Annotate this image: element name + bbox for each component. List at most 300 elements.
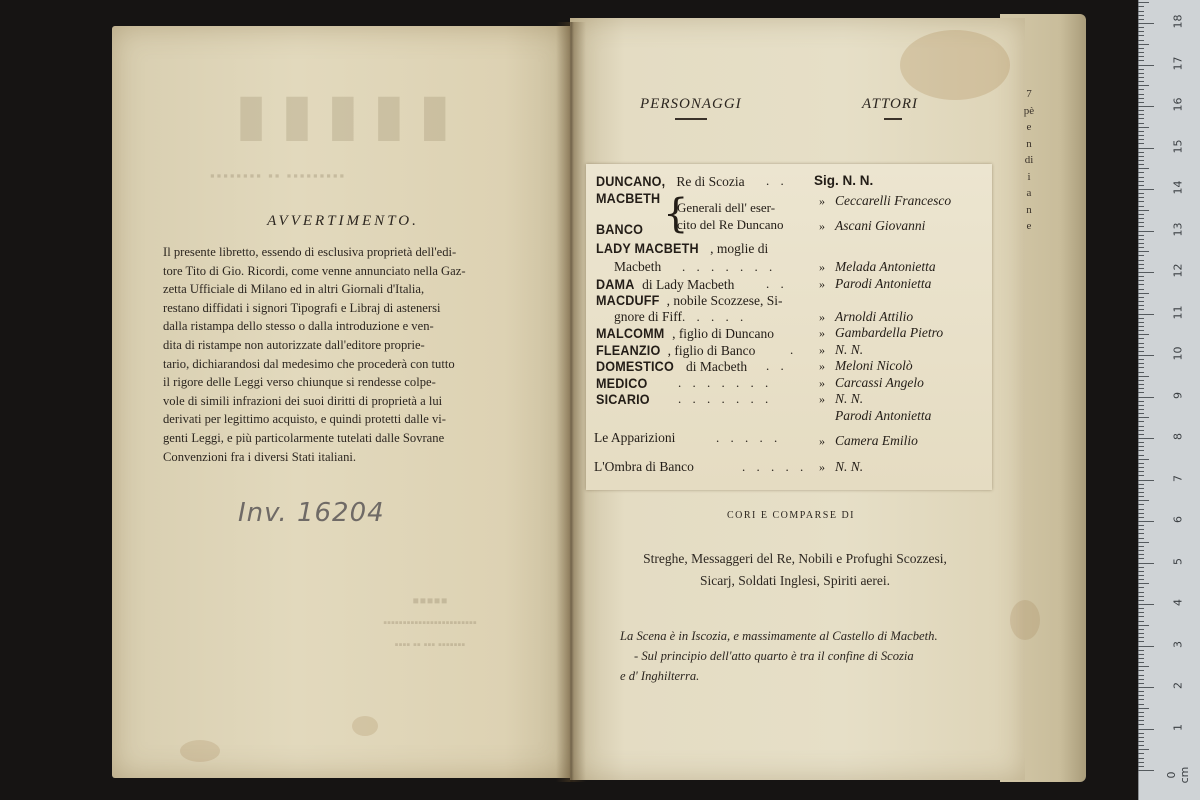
header-attori: ATTORI: [862, 96, 919, 112]
ruler-minor-tick: [1138, 255, 1144, 256]
ruler-minor-tick: [1138, 542, 1149, 543]
ruler-number: 8: [1171, 433, 1185, 440]
ditto-mark: »: [819, 434, 825, 448]
notice-line: tario, dichiarandosi dal medesimo che procederà con tutto: [163, 356, 455, 371]
ruler-minor-tick: [1138, 467, 1144, 468]
ruler-minor-tick: [1138, 172, 1144, 173]
actor-name: N. N.: [835, 459, 864, 474]
ruler-minor-tick: [1138, 235, 1144, 236]
ruler-minor-tick: [1138, 720, 1144, 721]
ruler-minor-tick: [1138, 459, 1149, 460]
cast-role-9: [596, 342, 755, 359]
ruler-minor-tick: [1138, 529, 1144, 530]
ruler-minor-tick: [1138, 691, 1144, 692]
ruler-major-tick: [1138, 480, 1154, 481]
ruler-minor-tick: [1138, 297, 1144, 298]
ruler-minor-tick: [1138, 567, 1144, 568]
ruler-minor-tick: [1138, 318, 1144, 319]
ruler-minor-tick: [1138, 143, 1144, 144]
ruler-minor-tick: [1138, 185, 1144, 186]
ruler-major-tick: [1138, 231, 1154, 232]
ruler-minor-tick: [1138, 587, 1144, 588]
ruler-minor-tick: [1138, 662, 1144, 663]
header-rule: [884, 118, 902, 120]
ruler-number: 2: [1171, 682, 1185, 689]
ruler-minor-tick: [1138, 139, 1144, 140]
ditto-mark: »: [819, 359, 825, 373]
ditto-mark: »: [819, 343, 825, 357]
scene-line: - Sul principio dell'atto quarto è tra il confine di Scozia: [634, 649, 914, 663]
ruler-minor-tick: [1138, 338, 1144, 339]
ruler-number: 9: [1171, 391, 1185, 399]
role-description: di Macbeth: [682, 359, 748, 374]
ruler-minor-tick: [1138, 704, 1144, 705]
ruler-minor-tick: [1138, 347, 1144, 348]
actor-name: Arnoldi Attilio: [835, 309, 914, 324]
cast-role-3: [596, 240, 768, 257]
ruler-minor-tick: [1138, 214, 1144, 215]
ruler-minor-tick: [1138, 666, 1149, 667]
ruler-minor-tick: [1138, 592, 1144, 593]
ruler-minor-tick: [1138, 621, 1144, 622]
role-name: DOMESTICO: [596, 358, 674, 374]
chorus-line: Sicarj, Soldati Inglesi, Spiriti aerei.: [699, 573, 891, 588]
ruler-minor-tick: [1138, 251, 1149, 252]
ditto-mark: »: [819, 376, 825, 390]
ruler-minor-tick: [1138, 239, 1144, 240]
role-description: Le Apparizioni: [594, 430, 676, 445]
ruler-minor-tick: [1138, 455, 1144, 456]
ruler-number: 17: [1171, 56, 1185, 70]
ditto-mark: »: [819, 326, 825, 340]
ruler-minor-tick: [1138, 625, 1149, 626]
ruler-minor-tick: [1138, 293, 1149, 294]
ruler-minor-tick: [1138, 201, 1144, 202]
ruler-major-tick: [1138, 272, 1154, 273]
leader-dots: . . . . . . .: [678, 391, 773, 406]
ditto-mark: »: [819, 194, 825, 208]
ruler-minor-tick: [1138, 276, 1144, 277]
ruler-minor-tick: [1138, 2, 1149, 3]
fragment-char: e: [1026, 220, 1032, 232]
ruler-minor-tick: [1138, 413, 1144, 414]
actor-name: Meloni Nicolò: [835, 358, 913, 373]
role-description: gnore di Fiff: [614, 309, 682, 324]
ruler-minor-tick: [1138, 426, 1144, 427]
role-description: , moglie di: [710, 241, 769, 256]
actor-name: Melada Antonietta: [835, 259, 936, 274]
cast-role-2: [596, 221, 648, 238]
ruler-number: 12: [1171, 263, 1185, 278]
brace-symbol: {: [663, 191, 689, 237]
ruler-minor-tick: [1138, 69, 1144, 70]
ruler-minor-tick: [1138, 758, 1144, 759]
fragment-char: pè: [1023, 104, 1035, 117]
role-name: MACBETH: [596, 190, 661, 206]
handwritten-inventory-number: Inv. 16204: [238, 498, 385, 528]
ruler-minor-tick: [1138, 392, 1144, 393]
ruler-minor-tick: [1138, 19, 1144, 20]
ruler-minor-tick: [1138, 421, 1144, 422]
ruler-minor-tick: [1138, 206, 1144, 207]
ditto-mark: »: [819, 310, 825, 324]
actor-name: N. N.: [835, 391, 864, 406]
role-name: DUNCANO,: [596, 173, 666, 189]
ruler-major-tick: [1138, 563, 1154, 564]
ruler-minor-tick: [1138, 380, 1144, 381]
ruler-minor-tick: [1138, 612, 1144, 613]
bleed-through-subtitle: ▪▪▪▪▪▪▪▪ ▪▪ ▪▪▪▪▪▪▪▪▪: [210, 168, 347, 183]
ruler-minor-tick: [1138, 376, 1149, 377]
ruler-minor-tick: [1138, 98, 1144, 99]
ruler-minor-tick: [1138, 384, 1144, 385]
ruler-minor-tick: [1138, 305, 1144, 306]
under-page-text-fragment: [1021, 86, 1037, 235]
fragment-char: di: [1024, 154, 1034, 166]
role-name: MALCOMM: [596, 325, 665, 341]
ruler-number: 16: [1171, 97, 1185, 112]
ruler-minor-tick: [1138, 152, 1144, 153]
ruler-minor-tick: [1138, 322, 1144, 323]
ruler-minor-tick: [1138, 546, 1144, 547]
ruler-minor-tick: [1138, 197, 1144, 198]
ruler-minor-tick: [1138, 745, 1144, 746]
role-name: DAMA: [596, 276, 635, 292]
header-personaggi: PERSONAGGI: [640, 96, 742, 112]
leader-dots: . .: [766, 276, 788, 291]
ruler-minor-tick: [1138, 741, 1144, 742]
ruler-minor-tick: [1138, 716, 1144, 717]
ruler-minor-tick: [1138, 135, 1144, 136]
notice-line: vole di simili infrazioni dei suoi diritti di proprietà a lui: [163, 393, 443, 408]
cast-role-5: [596, 276, 734, 293]
ruler-minor-tick: [1138, 268, 1144, 269]
ruler-minor-tick: [1138, 550, 1144, 551]
ruler-minor-tick: [1138, 417, 1149, 418]
ruler-minor-tick: [1138, 766, 1144, 767]
ruler-major-tick: [1138, 106, 1154, 107]
ruler-minor-tick: [1138, 488, 1144, 489]
ruler-minor-tick: [1138, 583, 1149, 584]
ruler-minor-tick: [1138, 492, 1144, 493]
ruler-minor-tick: [1138, 11, 1144, 12]
ruler-minor-tick: [1138, 434, 1144, 435]
fragment-char: e: [1026, 121, 1032, 133]
ruler-minor-tick: [1138, 388, 1144, 389]
ditto-mark: »: [819, 392, 825, 406]
ruler-major-tick: [1138, 438, 1154, 439]
ruler-minor-tick: [1138, 102, 1144, 103]
ruler-minor-tick: [1138, 260, 1144, 261]
cast-role-12: [596, 391, 656, 408]
ruler-minor-tick: [1138, 334, 1149, 335]
ruler-minor-tick: [1138, 15, 1144, 16]
ruler-minor-tick: [1138, 156, 1144, 157]
ruler-minor-tick: [1138, 309, 1144, 310]
ruler-major-tick: [1138, 148, 1154, 149]
ditto-mark: »: [819, 260, 825, 274]
role-name: BANCO: [596, 221, 644, 237]
notice-text: [163, 243, 533, 466]
role-name: FLEANZIO: [596, 342, 661, 358]
ruler-major-tick: [1138, 189, 1154, 190]
notice-heading: AVVERTIMENTO.: [267, 213, 419, 229]
ruler-minor-tick: [1138, 683, 1144, 684]
fragment-char: a: [1026, 187, 1032, 199]
ruler-minor-tick: [1138, 733, 1144, 734]
ruler-minor-tick: [1138, 629, 1144, 630]
ruler-minor-tick: [1138, 708, 1149, 709]
ruler-minor-tick: [1138, 264, 1144, 265]
ruler-minor-tick: [1138, 471, 1144, 472]
ruler-minor-tick: [1138, 509, 1144, 510]
ruler-minor-tick: [1138, 446, 1144, 447]
ruler-major-tick: [1138, 23, 1154, 24]
cast-role-8: [596, 325, 774, 342]
role-name: LADY MACBETH: [596, 240, 699, 256]
ruler-minor-tick: [1138, 496, 1144, 497]
generals-desc-line2: cito del Re Duncano: [677, 217, 784, 232]
ruler-minor-tick: [1138, 280, 1144, 281]
notice-line: Convenzioni fra i diversi Stati italiani.: [163, 449, 357, 464]
ruler-minor-tick: [1138, 463, 1144, 464]
ruler-minor-tick: [1138, 243, 1144, 244]
ruler-minor-tick: [1138, 600, 1144, 601]
role-description: Re di Scozia: [673, 174, 745, 189]
fragment-char: i: [1027, 170, 1031, 183]
ruler-minor-tick: [1138, 658, 1144, 659]
ruler-minor-tick: [1138, 48, 1144, 49]
ruler-minor-tick: [1138, 517, 1144, 518]
ruler-number: 10: [1171, 346, 1185, 361]
scene-line: e d' Inghilterra.: [620, 669, 700, 683]
ruler-minor-tick: [1138, 40, 1144, 41]
ruler-minor-tick: [1138, 554, 1144, 555]
ruler-major-tick: [1138, 646, 1154, 647]
bleed-through-imprint: ▪▪▪▪▪ ▪▪▪▪▪▪▪▪▪▪▪▪▪▪▪▪▪▪▪▪▪▪▪▪ ▪▪▪▪ ▪▪ ▪▪▪ ▪▪▪▪▪▪▪: [383, 590, 477, 651]
ruler-minor-tick: [1138, 430, 1144, 431]
paper-stain: [180, 740, 220, 762]
cast-role-1: [596, 190, 667, 207]
ruler-minor-tick: [1138, 363, 1144, 364]
ruler-major-tick: [1138, 65, 1154, 66]
fragment-char: 7: [1026, 88, 1032, 100]
ruler-major-tick: [1138, 521, 1154, 522]
ruler-minor-tick: [1138, 73, 1144, 74]
ruler-minor-tick: [1138, 409, 1144, 410]
role-name: MEDICO: [596, 375, 648, 391]
cast-role-11: [596, 375, 653, 392]
ruler-minor-tick: [1138, 77, 1144, 78]
chorus-heading: CORI E COMPARSE DI: [726, 510, 856, 521]
leader-dots: .: [790, 342, 798, 357]
ruler-minor-tick: [1138, 608, 1144, 609]
role-description: di Lady Macbeth: [638, 277, 735, 292]
ruler-minor-tick: [1138, 670, 1144, 671]
bleed-through-title-ornament: ▮▮▮▮▮: [235, 80, 465, 148]
ruler-minor-tick: [1138, 450, 1144, 451]
ruler-minor-tick: [1138, 359, 1144, 360]
ruler-minor-tick: [1138, 679, 1144, 680]
role-description: , figlio di Banco: [667, 343, 756, 358]
ruler-minor-tick: [1138, 571, 1144, 572]
ditto-mark: »: [819, 277, 825, 291]
ruler-number: 14: [1171, 180, 1185, 195]
leader-dots: . . . . .: [742, 459, 808, 474]
ruler-minor-tick: [1138, 724, 1144, 725]
ruler-number: 4: [1171, 599, 1185, 606]
book-spine-gutter: [556, 22, 586, 782]
ruler-minor-tick: [1138, 579, 1144, 580]
notice-line: zetta Ufficiale di Milano ed in altri Giornali d'Italia,: [163, 282, 425, 297]
actor-name: Ceccarelli Francesco: [835, 193, 952, 208]
ruler-minor-tick: [1138, 193, 1144, 194]
ruler-number: 15: [1171, 139, 1185, 153]
ruler-major-tick: [1138, 687, 1154, 688]
actor-name: Carcassi Angelo: [835, 375, 924, 390]
ruler-number: 13: [1171, 222, 1185, 236]
ruler-minor-tick: [1138, 218, 1144, 219]
notice-line: derivati per legittimo acquisto, e quindi protetti dalle vi-: [163, 412, 446, 427]
ruler-minor-tick: [1138, 56, 1144, 57]
ruler-number: 0 cm: [1165, 766, 1191, 784]
ditto-mark: »: [819, 460, 825, 474]
actor-name: Camera Emilio: [835, 433, 918, 448]
paper-stain: [900, 30, 1010, 100]
notice-line: il rigore delle Leggi verso chiunque si rendesse colpe-: [163, 375, 436, 390]
ruler-minor-tick: [1138, 89, 1144, 90]
ruler-minor-tick: [1138, 695, 1144, 696]
cast-role-6: [596, 292, 782, 309]
notice-line: tore Tito di Gio. Ricordi, come venne annunciato nella Gaz-: [163, 263, 466, 278]
ruler-minor-tick: [1138, 222, 1144, 223]
measurement-ruler: [1138, 0, 1200, 800]
cast-role-10: [596, 358, 747, 375]
cast-role-14: [594, 430, 675, 446]
ruler-minor-tick: [1138, 737, 1144, 738]
ruler-minor-tick: [1138, 114, 1144, 115]
ruler-minor-tick: [1138, 513, 1144, 514]
ruler-minor-tick: [1138, 164, 1144, 165]
leader-dots: . . . . .: [716, 430, 782, 445]
ruler-minor-tick: [1138, 326, 1144, 327]
ruler-minor-tick: [1138, 181, 1144, 182]
ruler-minor-tick: [1138, 500, 1149, 501]
ruler-minor-tick: [1138, 558, 1144, 559]
scene-line: La Scena è in Iscozia, e massimamente al Castello di Macbeth.: [620, 629, 938, 643]
ruler-minor-tick: [1138, 475, 1144, 476]
role-description: L'Ombra di Banco: [594, 459, 694, 474]
cast-role-7: [614, 309, 682, 325]
role-name: SICARIO: [596, 391, 650, 407]
ruler-minor-tick: [1138, 616, 1144, 617]
ruler-minor-tick: [1138, 675, 1144, 676]
notice-line: Il presente libretto, essendo di esclusiva proprietà dell'edi-: [163, 245, 457, 259]
ruler-minor-tick: [1138, 81, 1144, 82]
ruler-major-tick: [1138, 604, 1154, 605]
ruler-minor-tick: [1138, 31, 1144, 32]
actor-name: Gambardella Pietro: [835, 325, 944, 340]
ruler-minor-tick: [1138, 110, 1144, 111]
ruler-minor-tick: [1138, 85, 1149, 86]
ruler-minor-tick: [1138, 633, 1144, 634]
actor-name: Parodi Antonietta: [835, 276, 932, 291]
role-description: Macbeth: [614, 259, 662, 274]
ruler-minor-tick: [1138, 699, 1144, 700]
ruler-minor-tick: [1138, 372, 1144, 373]
ruler-minor-tick: [1138, 177, 1144, 178]
ruler-minor-tick: [1138, 637, 1144, 638]
ruler-minor-tick: [1138, 650, 1144, 651]
leader-dots: . .: [766, 173, 788, 188]
actor-name: Parodi Antonietta: [835, 408, 932, 423]
ruler-minor-tick: [1138, 94, 1144, 95]
ruler-minor-tick: [1138, 301, 1144, 302]
ruler-minor-tick: [1138, 367, 1144, 368]
ruler-number: 3: [1171, 640, 1185, 648]
actor-name: N. N.: [835, 342, 864, 357]
ditto-mark: »: [819, 219, 825, 233]
leader-dots: . . . . . . .: [678, 375, 773, 390]
ruler-minor-tick: [1138, 168, 1149, 169]
ruler-minor-tick: [1138, 60, 1144, 61]
ruler-minor-tick: [1138, 343, 1144, 344]
ruler-minor-tick: [1138, 533, 1144, 534]
ruler-minor-tick: [1138, 330, 1144, 331]
ruler-major-tick: [1138, 397, 1154, 398]
notice-line: genti Leggi, e più particolarmente tutelati dalle Sovrane: [163, 430, 445, 445]
ruler-minor-tick: [1138, 525, 1144, 526]
ruler-minor-tick: [1138, 442, 1144, 443]
ruler-minor-tick: [1138, 35, 1144, 36]
ruler-number: 11: [1171, 305, 1185, 319]
ruler-minor-tick: [1138, 123, 1144, 124]
ruler-minor-tick: [1138, 247, 1144, 248]
chorus-line: Streghe, Messaggeri del Re, Nobili e Profughi Scozzesi,: [643, 551, 947, 566]
actor-name: Ascani Giovanni: [835, 218, 926, 233]
ruler-minor-tick: [1138, 127, 1149, 128]
ruler-minor-tick: [1138, 762, 1144, 763]
ruler-major-tick: [1138, 355, 1154, 356]
ruler-major-tick: [1138, 314, 1154, 315]
ruler-minor-tick: [1138, 351, 1144, 352]
notice-line: dalla ristampa dello stesso o dalla introduzione e ven-: [163, 319, 434, 334]
ruler-minor-tick: [1138, 538, 1144, 539]
ruler-number: 18: [1171, 14, 1185, 29]
ruler-minor-tick: [1138, 52, 1144, 53]
ruler-minor-tick: [1138, 575, 1144, 576]
ruler-minor-tick: [1138, 44, 1149, 45]
notice-line: dita di ristampe non autorizzate dall'editore proprie-: [163, 337, 425, 352]
ruler-number: 5: [1171, 557, 1185, 565]
ruler-minor-tick: [1138, 712, 1144, 713]
ruler-minor-tick: [1138, 749, 1149, 750]
role-description: , nobile Scozzese, Si-: [666, 293, 783, 308]
ruler-major-tick: [1138, 770, 1154, 771]
ruler-minor-tick: [1138, 654, 1144, 655]
cast-role-4: [614, 259, 661, 275]
ruler-major-tick: [1138, 729, 1154, 730]
ruler-number: 1: [1171, 723, 1185, 731]
chorus-list: [590, 548, 1000, 592]
leader-dots: . . . . .: [682, 309, 748, 324]
ruler-number: 6: [1171, 516, 1185, 523]
role-description: , figlio di Duncano: [672, 326, 775, 341]
ruler-minor-tick: [1138, 484, 1144, 485]
fragment-char: n: [1026, 137, 1032, 150]
leader-dots: . .: [766, 358, 788, 373]
ruler-minor-tick: [1138, 6, 1144, 7]
